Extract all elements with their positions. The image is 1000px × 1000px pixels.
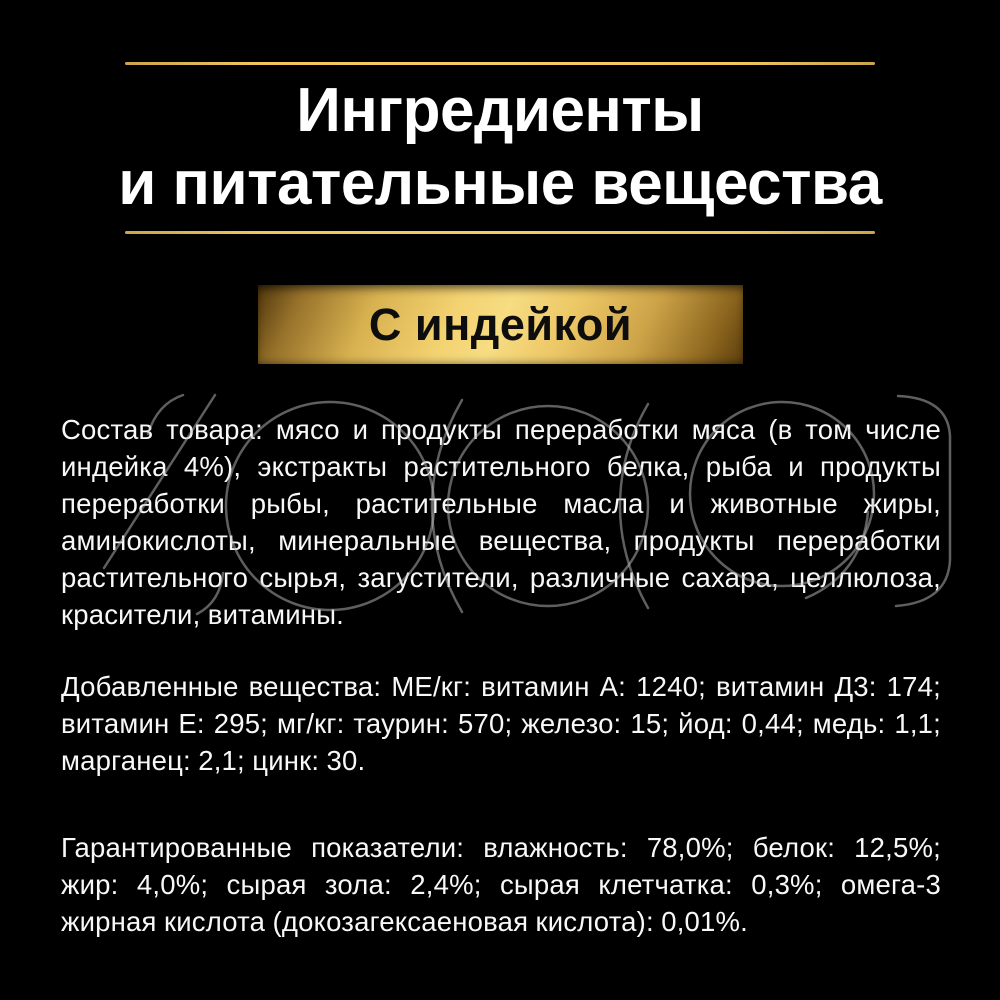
page-title — [0, 74, 1000, 220]
additives-text: Добавленные вещества: МЕ/кг: витамин А: 1240; витамин Д3: 174; витамин Е: 295; мг/кг: таурин: 570; железо: 15; йод: 0,44; медь: 1,1; марганец: 2,1; цинк: 30. — [61, 671, 941, 776]
gold-divider-top — [125, 62, 875, 65]
guaranteed-analysis-text: Гарантированные показатели: влажность: 78,0%; белок: 12,5%; жир: 4,0%; сырая зола: 2,4%; сырая клетчатка: 0,3%; омега-3 жирная кислота (докозагексаеновая кислота): 0,01%. — [61, 832, 941, 937]
composition-text: Состав товара: мясо и продукты переработки мяса (в том числе индейка 4%), экстракты растительного белка, рыба и продукты переработки рыбы, растительные масла и животные жиры, аминокислоты, минеральные вещества, продукты переработки растительного сырья, загустители, различные сахара, целлюлоза, красители, витамины. — [61, 414, 941, 630]
flavor-badge — [258, 285, 743, 364]
gold-divider-bottom — [125, 231, 875, 234]
title-line-1: Ингредиенты — [296, 76, 704, 145]
flavor-badge-label: С индейкой — [368, 298, 633, 350]
title-line-2: и питательные вещества — [118, 149, 882, 218]
